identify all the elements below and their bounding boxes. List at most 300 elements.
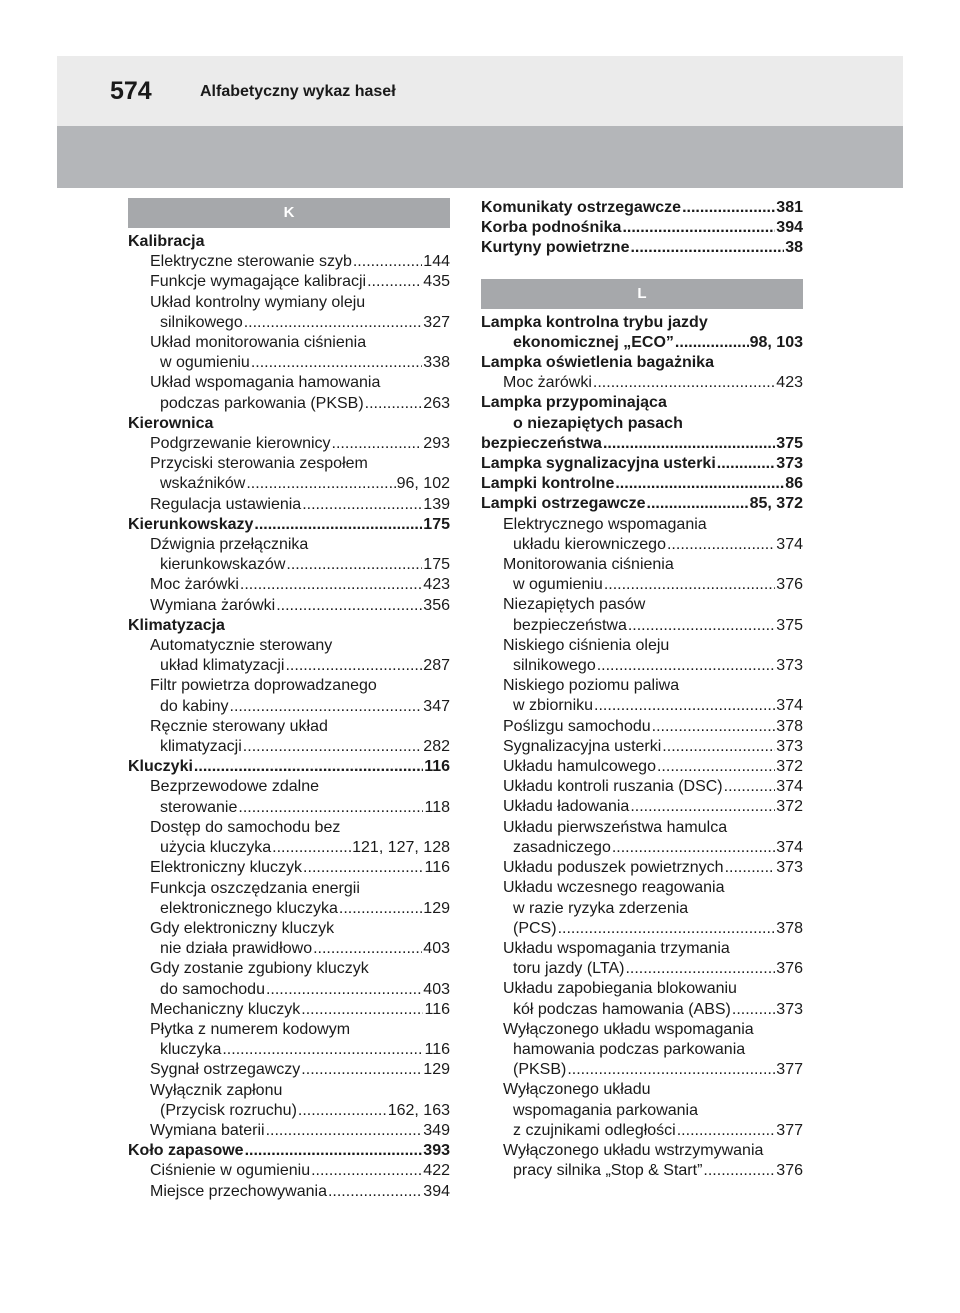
page-reference: 373 [776,737,803,755]
dot-leader [266,1121,423,1141]
page-reference: 394 [776,219,803,237]
entry-text: wspomagania parkowania [513,1101,698,1119]
entry-text: o niezapiętych pasach [513,414,683,432]
dot-leader [647,494,749,514]
index-entry-line [128,959,450,979]
index-entry-line [128,434,450,454]
index-entry-line [481,595,803,615]
index-entry-line [481,575,803,595]
index-entry-line [128,232,450,252]
entry-text: zasadniczego [513,838,611,856]
index-sub-entry [128,495,450,515]
index-sub-entry [481,858,803,878]
index-sub-entry [128,717,450,757]
dot-leader [298,1101,387,1121]
page-reference: 376 [776,960,803,978]
dot-leader [675,333,749,353]
dot-leader [594,696,775,716]
index-entry-line [481,616,803,636]
page-reference: 381 [776,199,803,216]
dot-leader [604,575,775,595]
entry-text: Układu pierwszeństwa hamulca [503,818,728,836]
page-reference: 85, 372 [749,495,803,513]
index-sub-entry [128,1121,450,1141]
index-entry-line [128,818,450,838]
page-reference: 423 [776,374,803,392]
index-entry-line [481,757,803,777]
index-main-entry [481,494,803,514]
entry-text: Układu hamulcowego [503,758,656,776]
entry-text: z czujnikami odległości [513,1121,676,1139]
index-entry-line [481,494,803,514]
dot-leader [311,1161,422,1181]
entry-text: Wymiana żarówki [150,596,276,614]
page-reference: 374 [776,778,803,796]
entry-text: Podgrzewanie kierownicy [150,435,331,453]
entry-text: Układu wspomagania trzymania [503,939,730,957]
index-main-entry [128,616,450,636]
index-main-entry [128,757,450,777]
entry-text: Układu kontroli ruszania (DSC) [503,778,723,796]
index-entry-line [481,737,803,757]
page-reference: 373 [776,1000,803,1018]
index-sub-entry [481,757,803,777]
entry-text: Układu wczesnego reagowania [503,879,725,897]
index-entry-line [128,535,450,555]
entry-text: układ klimatyzacji [160,657,285,675]
index-entry-line [481,1080,803,1100]
index-entry-line [481,1141,803,1161]
dot-leader [254,515,422,535]
index-entry-line [128,555,450,575]
entry-text: (PKSB) [513,1061,567,1079]
header-bar [57,56,903,126]
index-entry-line [128,495,450,515]
entry-text: ekonomicznej „ECO” [513,333,674,351]
page-reference: 403 [423,980,450,998]
index-entry-line [128,980,450,1000]
index-entry-line [481,1040,803,1060]
dot-leader [365,394,423,414]
page-reference: 394 [423,1182,450,1200]
entry-text: Kurtyny powietrzne [481,239,630,257]
entry-text: Automatycznie sterowany [150,637,333,655]
index-entry-line [481,414,803,434]
index-entry-line [481,1000,803,1020]
index-entry-line [128,394,450,414]
index-main-entry [481,474,803,494]
entry-text: Sygnalizacyjna usterki [503,737,662,755]
index-entry-line [481,858,803,878]
dot-leader [630,797,775,817]
dot-leader [657,757,775,777]
index-entry-line [481,373,803,393]
entry-text: kluczyka [160,1041,222,1059]
index-entry-line [128,858,450,878]
dot-leader [732,1000,775,1020]
page-reference: 98, 103 [749,333,803,351]
index-sub-entry [128,272,450,292]
dot-leader [303,858,423,878]
index-main-entry [481,198,803,218]
index-sub-entry [128,1020,450,1060]
page-reference: 377 [776,1061,803,1079]
index-entry-line [481,919,803,939]
index-entry-line [128,1040,450,1060]
dot-leader [597,656,776,676]
dot-leader [703,1161,775,1181]
index-entry-line [128,1081,450,1101]
index-sub-entry [128,454,450,494]
dot-leader [682,198,775,218]
index-entry-line [128,293,450,313]
page-reference: 116 [424,1000,450,1018]
index-main-entry [128,232,450,252]
entry-text: Wyłączonego układu wstrzymywania [503,1141,764,1159]
entry-text: Funkcja oszczędzania energii [150,879,360,897]
page-number: 574 [110,77,152,105]
page-reference: 129 [423,1061,450,1079]
entry-text: Filtr powietrza doprowadzanego [150,677,377,695]
entry-text: do kabiny [160,697,229,715]
index-entry-line [481,899,803,919]
index-main-entry [481,353,803,373]
index-entries-l [481,313,803,1182]
entry-text: w ogumieniu [513,576,603,594]
entry-text: kierunkowskazów [160,556,286,574]
page-reference: 282 [423,738,450,756]
index-entry-line [128,353,450,373]
index-entry-line [481,838,803,858]
index-entries-k-continued [481,198,803,259]
entry-text: Elektroniczny kluczyk [150,859,303,877]
page-reference: 423 [423,576,450,594]
dot-leader [367,272,422,292]
entry-text: Ręcznie sterowany układ [150,717,328,735]
entry-text: w razie ryzyka zderzenia [513,899,689,917]
section-header-k: K [128,198,450,228]
page-title: Alfabetyczny wykaz haseł [200,83,396,100]
entry-text: Układ kontrolny wymiany oleju [150,293,366,311]
entry-text: Sygnał ostrzegawczy [150,1061,301,1079]
entry-text: Niezapiętych pasów [503,596,646,614]
entry-text: Moc żarówki [503,374,592,392]
page-reference: 129 [423,899,450,917]
index-entry-line [481,434,803,454]
dot-leader [266,980,422,1000]
entry-text: Lampka sygnalizacyjna usterki [481,455,716,473]
entry-text: Dźwignia przełącznika [150,536,309,554]
page-reference: 116 [424,859,450,877]
index-entry-line [481,535,803,555]
entry-text: wskaźników [160,475,246,493]
dot-leader [245,1141,423,1161]
index-sub-entry [128,777,450,817]
index-entry-line [481,717,803,737]
index-entry-line [128,1182,450,1202]
index-entry-line [128,1141,450,1161]
index-entry-line [481,656,803,676]
entry-text: Układu poduszek powietrznych [503,859,724,877]
page-reference: 162, 163 [387,1101,450,1119]
entry-text: (Przycisk rozruchu) [160,1101,297,1119]
entry-text: Kalibracja [128,233,205,250]
page-reference: 175 [423,515,450,533]
index-entry-line [128,596,450,616]
index-entry-line [128,272,450,292]
index-sub-entry [128,373,450,413]
index-sub-entry [128,676,450,716]
dot-leader [194,757,423,777]
entry-text: elektronicznego kluczyka [160,899,338,917]
page-reference: 144 [423,253,450,271]
entry-text: Płytka z numerem kodowym [150,1020,351,1038]
dot-leader [313,939,422,959]
index-sub-entry [481,878,803,939]
index-entry-line [128,1161,450,1181]
page-reference: 139 [423,495,450,513]
page-reference: 378 [776,919,803,937]
index-column-left [128,198,450,1202]
index-sub-entry [128,1060,450,1080]
entry-text: Wyłącznik zapłonu [150,1081,283,1099]
index-entry-line [481,393,803,413]
index-sub-entry [128,1000,450,1020]
entry-text: Ciśnienie w ogumieniu [150,1162,311,1180]
index-sub-entry [481,373,803,393]
entry-text: Przyciski sterowania zespołem [150,455,368,473]
index-entry-line [128,697,450,717]
page-reference: 356 [423,596,450,614]
index-entry-line [481,1161,803,1181]
dot-leader [630,238,784,258]
index-sub-entry [481,595,803,635]
index-entry-line [128,474,450,494]
page-reference: 263 [423,394,450,412]
entry-text: do samochodu [160,980,265,998]
entry-text: Niskiego ciśnienia oleju [503,636,670,654]
index-sub-entry [128,596,450,616]
index-sub-entry [481,939,803,979]
entry-text: Elektryczne sterowanie szyb [150,253,352,271]
index-entry-line [128,1020,450,1040]
page-reference: 96, 102 [396,475,450,493]
dot-leader [285,656,422,676]
index-entry-line [128,515,450,535]
index-entry-line [481,515,803,535]
entry-text: Lampka oświetlenia bagażnika [481,354,714,372]
index-sub-entry [481,717,803,737]
index-main-entry [481,313,803,353]
entry-text: Funkcje wymagające kalibracji [150,273,367,291]
index-entry-line [128,1121,450,1141]
index-sub-entry [481,636,803,676]
entry-text: pracy silnika „Stop & Start” [513,1162,703,1180]
dot-leader [725,858,776,878]
index-sub-entry [481,797,803,817]
index-main-entry [481,454,803,474]
dot-leader [622,218,775,238]
index-entry-line [481,353,803,373]
index-entry-line [128,757,450,777]
index-entry-line [481,1101,803,1121]
entry-text: Lampka kontrolna trybu jazdy [481,313,708,331]
entry-text: Kierownica [128,414,214,432]
index-sub-entry [481,1080,803,1141]
index-entry-line [128,1000,450,1020]
page-reference: 378 [776,717,803,735]
index-entry-line [481,198,803,218]
entry-text: Wyłączonego układu [503,1081,651,1099]
index-entry-line [481,797,803,817]
dot-leader [276,596,422,616]
dot-leader [612,838,775,858]
index-entry-line [481,333,803,353]
index-entry-line [481,939,803,959]
index-entry-line [128,676,450,696]
index-sub-entry [481,1141,803,1181]
entry-text: toru jazdy (LTA) [513,960,625,978]
dot-leader [246,474,395,494]
index-entry-line [128,1101,450,1121]
page-reference: 376 [776,1162,803,1180]
section-gap [481,259,803,279]
index-sub-entry [481,676,803,716]
index-entry-line [128,636,450,656]
page-reference: 393 [423,1142,450,1160]
index-entry-line [128,737,450,757]
index-entry-line [128,313,450,333]
entry-text: Bezprzewodowe zdalne [150,778,319,796]
index-entry-line [128,899,450,919]
entry-text: Układu zapobiegania blokowaniu [503,980,737,998]
index-sub-entry [128,575,450,595]
index-entry-line [128,454,450,474]
dot-leader [662,737,775,757]
header-band [57,126,903,188]
entry-text: Poślizgu samochodu [503,717,651,735]
index-entry-line [128,777,450,797]
index-sub-entry [481,777,803,797]
section-header-l: L [481,279,803,309]
entry-text: Lampki ostrzegawcze [481,495,646,513]
page-reference: 373 [776,657,803,675]
index-entry-line [481,636,803,656]
index-sub-entry [481,818,803,858]
page-reference: 377 [776,1121,803,1139]
dot-leader [272,838,351,858]
page-reference: 372 [776,798,803,816]
index-entry-line [128,373,450,393]
dot-leader [615,474,784,494]
entry-text: bezpieczeństwa [513,616,627,634]
page-reference: 347 [423,697,450,715]
entry-text: silnikowego [513,657,596,675]
dot-leader [240,575,422,595]
entry-text: układu kierowniczego [513,535,666,553]
entry-text: Koło zapasowe [128,1142,244,1160]
index-sub-entry [128,293,450,333]
index-entry-line [128,575,450,595]
index-entry-line [481,676,803,696]
page-reference: 373 [776,455,803,473]
index-entry-line [481,474,803,494]
index-entry-line [481,238,803,258]
index-entry-line [481,878,803,898]
entry-text: nie działa prawidłowo [160,940,313,958]
index-sub-entry [481,1020,803,1081]
dot-leader [230,697,423,717]
entry-text: sterowanie [160,798,238,816]
index-entry-line [128,414,450,434]
index-sub-entry [128,858,450,878]
index-main-entry [481,238,803,258]
index-entry-line [481,777,803,797]
entry-text: Mechaniczny kluczyk [150,1000,301,1018]
index-sub-entry [128,535,450,575]
index-entry-line [481,313,803,333]
index-entry-line [128,656,450,676]
page-reference: 121, 127, 128 [352,839,450,857]
page-reference: 375 [776,616,803,634]
entry-text: bezpieczeństwa [481,434,602,452]
page-reference: 38 [785,239,803,257]
index-main-entry [481,393,803,454]
index-sub-entry [128,434,450,454]
index-sub-entry [128,1161,450,1181]
index-sub-entry [128,1081,450,1121]
index-entry-line [481,1020,803,1040]
index-entry-line [481,696,803,716]
page-reference: 374 [776,697,803,715]
page-reference: 372 [776,758,803,776]
page-reference: 118 [424,798,450,816]
index-entry-line [128,919,450,939]
dot-leader [652,717,776,737]
page-reference: 376 [776,576,803,594]
dot-leader [302,495,422,515]
page-reference: 338 [423,354,450,372]
entry-text: kół podczas hamowania (ABS) [513,1000,731,1018]
dot-leader [625,959,775,979]
index-entries-k [128,232,450,1202]
index-entry-line [128,616,450,636]
index-entry-line [128,798,450,818]
page-reference: 422 [423,1162,450,1180]
entry-text: Monitorowania ciśnienia [503,556,674,574]
index-entry-line [481,555,803,575]
index-entry-line [128,879,450,899]
entry-text: Regulacja ustawienia [150,495,302,513]
index-main-entry [128,1141,450,1161]
entry-text: w ogumieniu [160,354,250,372]
entry-text: Komunikaty ostrzegawcze [481,199,682,216]
dot-leader [244,313,423,333]
dot-leader [667,535,775,555]
entry-text: Miejsce przechowywania [150,1182,327,1200]
dot-leader [332,434,423,454]
index-entry-line [481,979,803,999]
index-entry-line [481,1060,803,1080]
entry-text: silnikowego [160,313,243,331]
index-entry-line [481,1121,803,1141]
index-sub-entry [128,919,450,959]
index-entry-line [128,717,450,737]
entry-text: Kluczyki [128,758,193,776]
dot-leader [717,454,776,474]
index-sub-entry [128,959,450,999]
entry-text: Niskiego poziomu paliwa [503,677,680,695]
